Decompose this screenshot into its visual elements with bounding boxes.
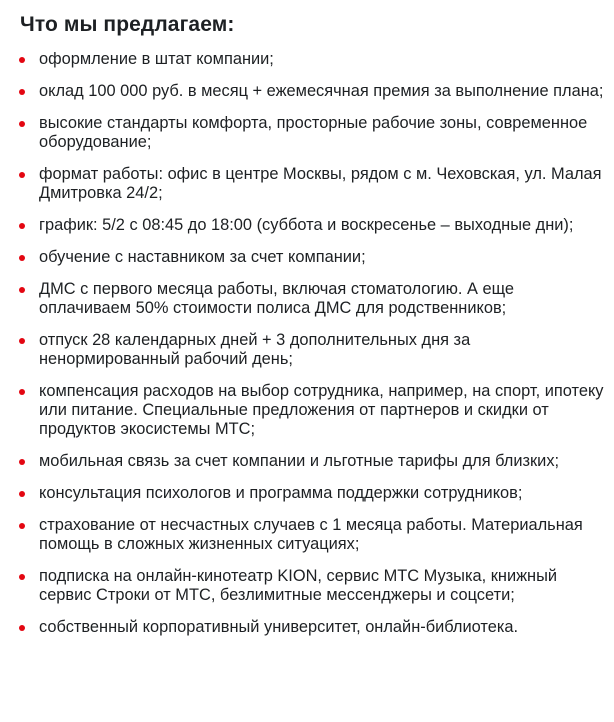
list-item [0, 248, 614, 267]
bullet-dot-icon [19, 223, 25, 229]
bullet-dot-icon [19, 389, 25, 395]
list-item [0, 50, 614, 69]
bullet-dot-icon [19, 121, 25, 127]
list-item-text: график: 5/2 с 08:45 до 18:00 (суббота и воскресенье – выходные дни); [39, 216, 574, 234]
bullet-dot-icon [19, 523, 25, 529]
bullet-dot-icon [19, 338, 25, 344]
list-item-text: ДМС с первого месяца работы, включая стоматологию. А еще оплачиваем 50% стоимости полиса ДМС для родственников; [39, 280, 515, 317]
bullet-dot-icon [19, 57, 25, 63]
list-item-text: высокие стандарты комфорта, просторные рабочие зоны, современное оборудование; [39, 114, 588, 151]
list-item-text: компенсация расходов на выбор сотрудника, например, на спорт, ипотеку или питание. Специальные предложения от партнеров и скидки от продуктов экосистемы МТС; [39, 382, 604, 438]
list-item-text: страхование от несчастных случаев с 1 месяца работы. Материальная помощь в сложных жизненных ситуациях; [39, 516, 583, 553]
bullet-dot-icon [19, 574, 25, 580]
list-item [0, 331, 614, 369]
bullet-dot-icon [19, 625, 25, 631]
bullet-dot-icon [19, 172, 25, 178]
bullet-dot-icon [19, 89, 25, 95]
bullet-dot-icon [19, 491, 25, 497]
benefits-list [0, 50, 614, 650]
list-item [0, 484, 614, 503]
bullet-dot-icon [19, 287, 25, 293]
list-item [0, 516, 614, 554]
list-item [0, 452, 614, 471]
list-item-text: оклад 100 000 руб. в месяц + ежемесячная премия за выполнение плана; [39, 82, 604, 100]
list-item [0, 280, 614, 318]
list-item [0, 567, 614, 605]
list-item-text: консультация психологов и программа поддержки сотрудников; [39, 484, 523, 502]
bullet-dot-icon [19, 255, 25, 261]
bullet-dot-icon [19, 459, 25, 465]
list-item-text: формат работы: офис в центре Москвы, рядом с м. Чеховская, ул. Малая Дмитровка 24/2; [39, 165, 602, 202]
list-item-text: оформление в штат компании; [39, 50, 274, 68]
list-item [0, 165, 614, 203]
list-item [0, 216, 614, 235]
list-item-text: обучение с наставником за счет компании; [39, 248, 366, 266]
list-item-text: отпуск 28 календарных дней + 3 дополнительных дня за ненормированный рабочий день; [39, 331, 471, 368]
list-item [0, 114, 614, 152]
list-item-text: подписка на онлайн-кинотеатр KION, сервис МТС Музыка, книжный сервис Строки от МТС, безлимитные мессенджеры и соцсети; [39, 567, 558, 604]
section-title: Что мы предлагаем: [20, 13, 235, 36]
list-item [0, 382, 614, 439]
list-item-text: мобильная связь за счет компании и льготные тарифы для близких; [39, 452, 560, 470]
list-item [0, 618, 614, 637]
list-item [0, 82, 614, 101]
list-item-text: собственный корпоративный университет, онлайн-библиотека. [39, 618, 519, 636]
